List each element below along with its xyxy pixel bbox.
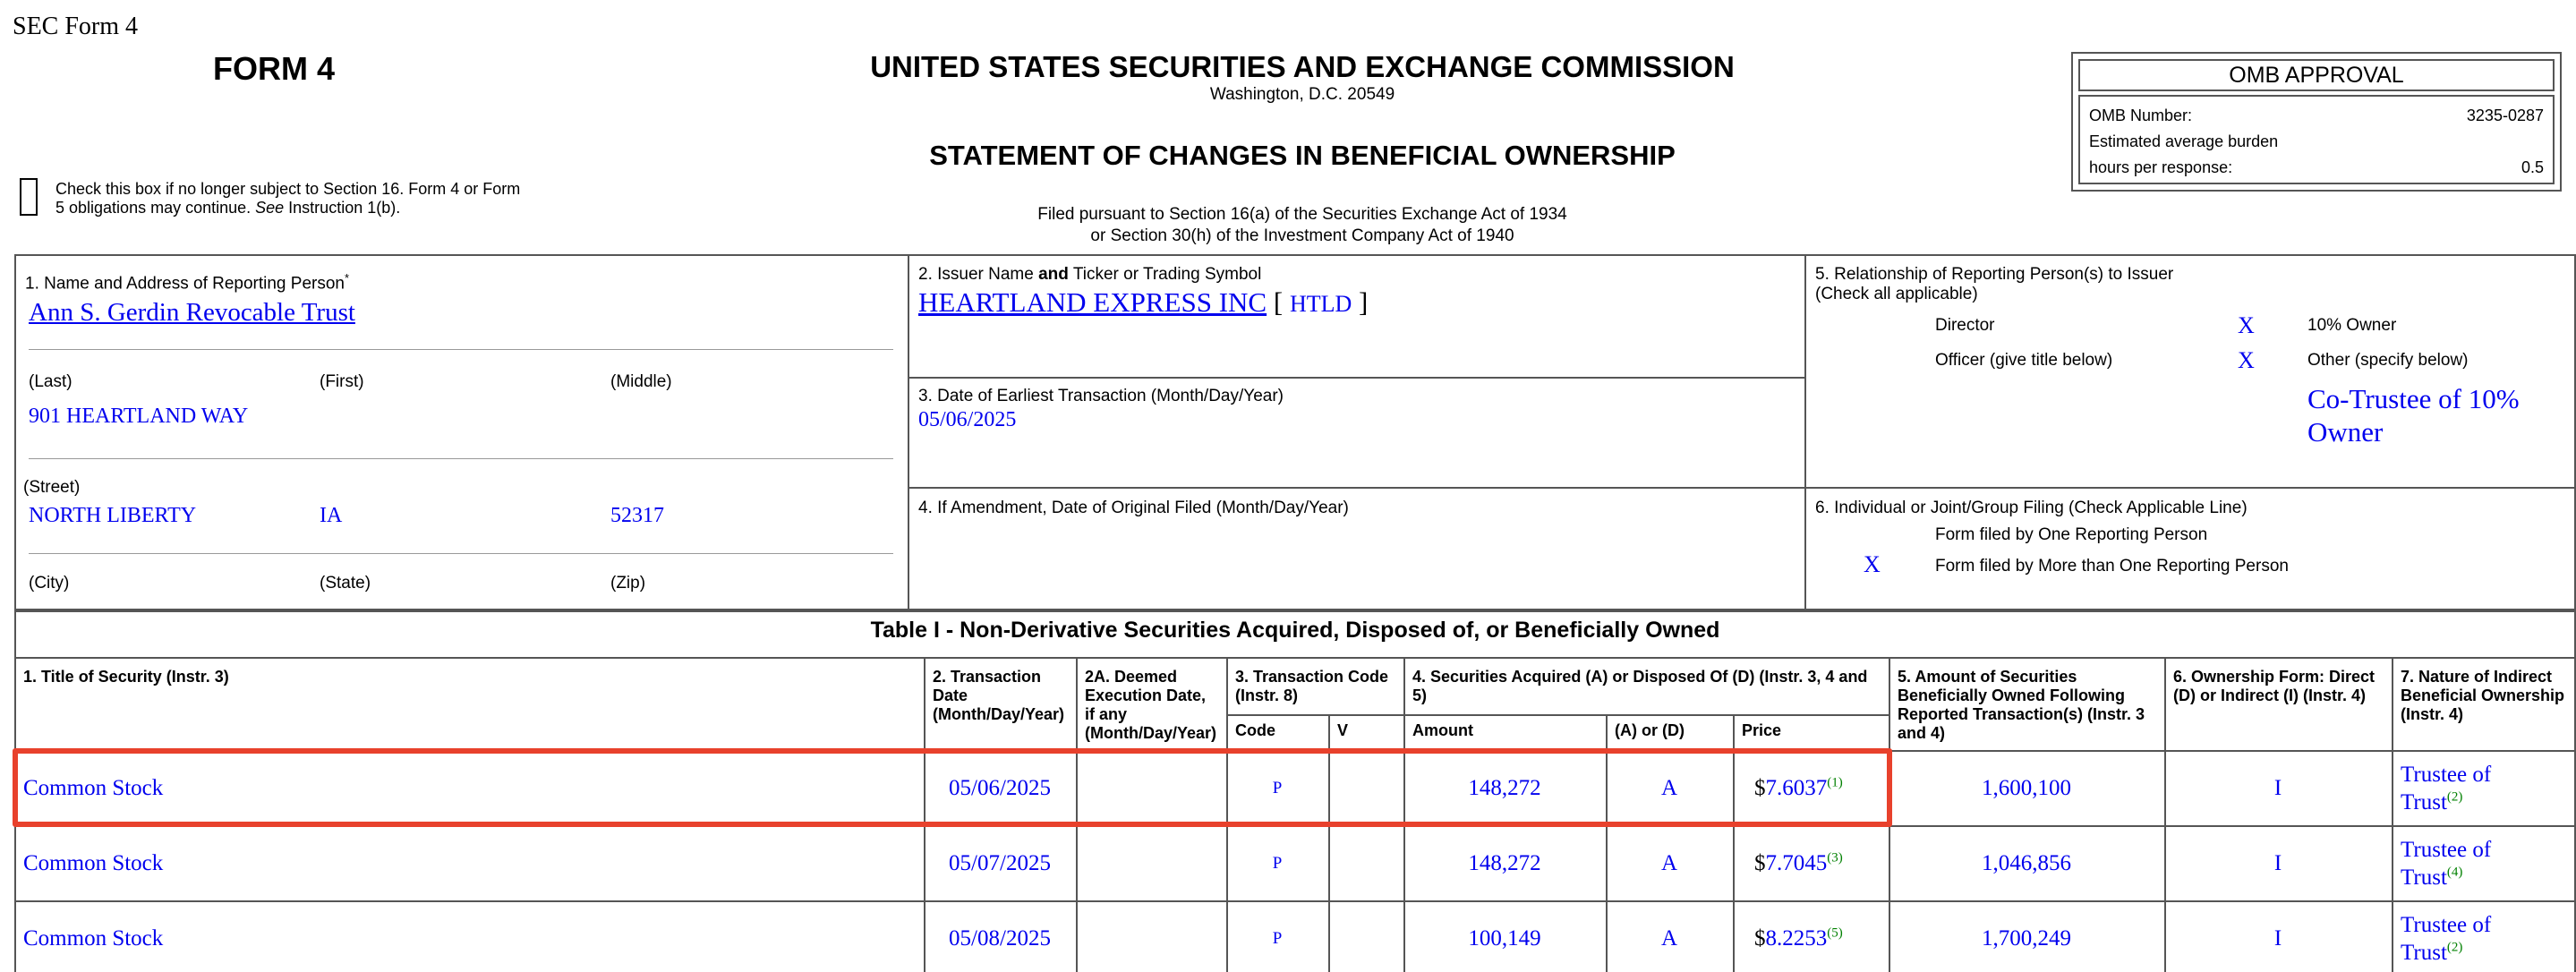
col-transaction-date: 2. Transaction Date (Month/Day/Year) xyxy=(933,668,1065,723)
row-highlight-box xyxy=(13,748,1892,827)
row-amount: 100,149 xyxy=(1468,926,1541,951)
filing-one-label: Form filed by One Reporting Person xyxy=(1935,525,2208,544)
row-title-link[interactable]: Common Stock xyxy=(23,926,164,951)
relationship-label: 5. Relationship of Reporting Person(s) to Issuer (Check all applicable) xyxy=(1815,265,2174,303)
first-label: (First) xyxy=(320,372,364,391)
row-amount: 148,272 xyxy=(1468,851,1541,875)
col-amount-owned: 5. Amount of Securities Beneficially Owned Following Reported Transaction(s) (Instr. 3 and 4) xyxy=(1898,668,2145,742)
row-nature: Trustee of Trust$^{(2)}$ xyxy=(2401,763,2492,814)
filed-pursuant xyxy=(788,204,1817,247)
section16-checkbox[interactable] xyxy=(20,178,38,216)
zip-label: (Zip) xyxy=(610,574,646,593)
other-specify-value: Co-Trustee of 10% Owner xyxy=(2307,383,2520,448)
row-price: $7.6037$^{(1)}$ xyxy=(1754,775,1843,800)
earliest-date-value: 05/06/2025 xyxy=(918,408,1017,431)
row-form: I xyxy=(2273,926,2282,951)
director-label: Director xyxy=(1935,316,1995,335)
omb-title: OMB APPROVAL xyxy=(2078,59,2555,91)
row-a-or-d: A xyxy=(1660,776,1678,800)
last-label: (Last) xyxy=(29,372,73,391)
row-date: 05/06/2025 xyxy=(949,776,1051,800)
row-a-or-d: A xyxy=(1660,926,1678,951)
agency-location: Washington, D.C. 20549 xyxy=(1209,85,1395,104)
filed-line-2: or Section 30(h) of the Investment Company Act of 1940 xyxy=(1090,226,1514,245)
city-value: NORTH LIBERTY xyxy=(29,504,197,527)
city-label: (City) xyxy=(29,574,70,593)
section16-checkbox-label: Check this box if no longer subject to Section 16. Form 4 or Form 5 obligations may continue. See Instruction 1(b). xyxy=(55,180,521,217)
row-price: $8.2253$^{(5)}$ xyxy=(1754,925,1843,951)
ten-pct-owner-mark: X xyxy=(2238,312,2255,338)
form-title: FORM 4 xyxy=(213,50,336,87)
filed-line-1: Filed pursuant to Section 16(a) of the Securities Exchange Act of 1934 xyxy=(1037,205,1567,224)
col-securities-acquired: 4. Securities Acquired (A) or Disposed Of (D) (Instr. 3, 4 and 5) xyxy=(1412,668,1868,704)
row-date: 05/08/2025 xyxy=(949,926,1051,951)
row-amount: 148,272 xyxy=(1468,776,1541,800)
row-owned: 1,046,856 xyxy=(1982,851,2071,875)
omb-burden-label: Estimated average burden xyxy=(2089,132,2279,150)
row-title-link[interactable]: Common Stock xyxy=(23,776,164,800)
omb-number-label: OMB Number: xyxy=(2089,107,2193,124)
omb-approval-box xyxy=(2071,52,2562,192)
amendment-label: 4. If Amendment, Date of Original Filed (Month/Day/Year) xyxy=(918,499,1349,517)
omb-number-value: 3235-0287 xyxy=(2466,107,2544,124)
row-code: P xyxy=(1272,929,1283,948)
col-nature-indirect: 7. Nature of Indirect Beneficial Ownership (Instr. 4) xyxy=(2401,668,2565,723)
officer-label: Officer (give title below) xyxy=(1935,351,2113,370)
row-date: 05/07/2025 xyxy=(949,851,1051,875)
omb-hours-label: hours per response: xyxy=(2089,158,2233,176)
col-deemed-date: 2A. Deemed Execution Date, if any (Month/Day/Year) xyxy=(1085,668,1217,742)
col-price: Price xyxy=(1742,721,1782,739)
earliest-date-label: 3. Date of Earliest Transaction (Month/Day/Year) xyxy=(918,387,1284,405)
issuer-label: 2. Issuer Name and Ticker or Trading Symbol xyxy=(918,265,1262,284)
ticker-link[interactable]: HTLD xyxy=(1289,291,1352,317)
agency-title: UNITED STATES SECURITIES AND EXCHANGE COMMISSION xyxy=(870,50,1735,83)
row-price: $7.7045$^{(3)}$ xyxy=(1754,850,1843,875)
filing-more-mark: X xyxy=(1864,551,1881,577)
zip-value: 52317 xyxy=(610,504,664,527)
row-nature: Trustee of Trust$^{(2)}$ xyxy=(2401,913,2492,965)
reporting-person-label: 1. Name and Address of Reporting Person* xyxy=(25,271,350,294)
reporting-person-name-link[interactable]: Ann S. Gerdin Revocable Trust xyxy=(29,298,355,327)
ten-pct-owner-label: 10% Owner xyxy=(2307,316,2397,335)
middle-label: (Middle) xyxy=(610,372,672,391)
other-mark: X xyxy=(2238,347,2255,373)
row-owned: 1,600,100 xyxy=(1982,776,2071,800)
row-nature: Trustee of Trust$^{(4)}$ xyxy=(2401,838,2492,890)
col-a-or-d: (A) or (D) xyxy=(1615,721,1685,739)
issuer-name-link[interactable]: HEARTLAND EXPRESS INC xyxy=(918,286,1267,318)
row-code: P xyxy=(1272,779,1283,797)
col-amount: Amount xyxy=(1412,721,1473,739)
filing-more-label: Form filed by More than One Reporting Person xyxy=(1935,557,2289,576)
col-ownership-form: 6. Ownership Form: Direct (D) or Indirect (I) (Instr. 4) xyxy=(2173,668,2376,704)
col-code: Code xyxy=(1235,721,1275,739)
col-title-security: 1. Title of Security (Instr. 3) xyxy=(23,668,229,686)
state-value: IA xyxy=(320,504,343,527)
sec-form-label: SEC Form 4 xyxy=(13,13,139,40)
state-label: (State) xyxy=(320,574,371,593)
row-owned: 1,700,249 xyxy=(1982,926,2071,951)
omb-hours-value: 0.5 xyxy=(2521,158,2544,176)
row-form: I xyxy=(2273,776,2282,800)
statement-title: STATEMENT OF CHANGES IN BENEFICIAL OWNERSHIP xyxy=(929,140,1676,171)
row-form: I xyxy=(2273,851,2282,875)
issuer-name-row: HEARTLAND EXPRESS INC [ HTLD ] xyxy=(918,286,1369,318)
street-value: 901 HEARTLAND WAY xyxy=(29,405,249,428)
street-label: (Street) xyxy=(23,478,81,497)
row-code: P xyxy=(1272,854,1283,873)
col-transaction-code: 3. Transaction Code (Instr. 8) xyxy=(1235,668,1389,704)
col-v: V xyxy=(1337,721,1349,739)
omb-details xyxy=(2078,95,2555,184)
filing-label: 6. Individual or Joint/Group Filing (Check Applicable Line) xyxy=(1815,499,2248,517)
row-title-link[interactable]: Common Stock xyxy=(23,851,164,875)
row-a-or-d: A xyxy=(1660,851,1678,875)
other-label: Other (specify below) xyxy=(2307,351,2469,370)
table1-title: Table I - Non-Derivative Securities Acquired, Disposed of, or Beneficially Owned xyxy=(870,618,1720,643)
